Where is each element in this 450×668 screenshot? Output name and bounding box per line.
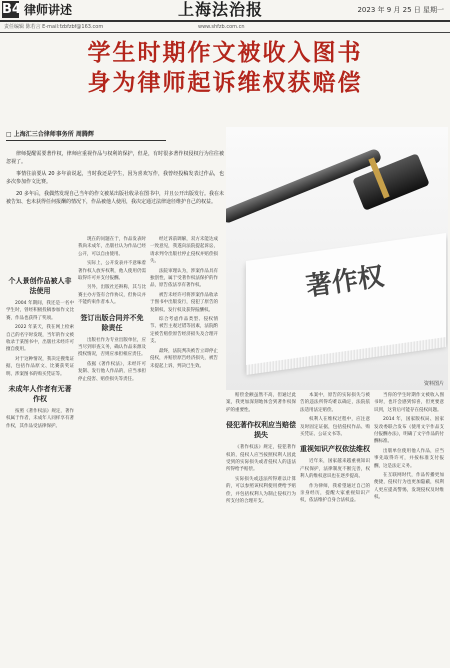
issue-date: 2023 年 9 月 25 日 星期一	[357, 6, 444, 14]
body-paragraph: 作为律师，我希望通过自己的亲身经历，提醒大家重视知识产权，依法维护自身合法权益。	[300, 483, 370, 504]
paper-url: www.shfzb.com.cn	[198, 24, 245, 30]
body-paragraph: 实际损失或违法所得难以计算的，可以参照该权利使用费给予赔偿，并包括权利人为制止侵权行为所支付的合理开支。	[226, 476, 296, 505]
section-title: 律师讲述	[24, 3, 73, 17]
byline-rule	[6, 140, 166, 141]
photo-credit: 资料图片	[423, 381, 444, 387]
body-paragraph: 《著作权法》规定，侵犯著作权的，侵权人应当按照权利人因此受到的实际损失或者侵权人的违法所得给予赔偿。	[226, 445, 296, 473]
subheading: 个人景创作品被人非法使用	[8, 277, 72, 295]
lead-paragraph: 20 多年后，我偶然发现自己当年的作文被某出版社收录在图书中，并且公开出版发行。我在未被告知、也未获得任何报酬的情况下，作品被他人使用，我决定通过法律途径维护自己的权益。	[6, 191, 224, 205]
body-paragraph: 经过诉前调解，双方未能达成一致意见，我遂向法院提起诉讼，请求判令出版社停止侵权并赔偿损失。	[150, 237, 218, 265]
column-1	[6, 270, 74, 432]
body-paragraph: 2014 年，国家版权局、国家发改委联合发布《使用文字作品支付报酬办法》，明确了文字作品的付酬标准。	[374, 417, 444, 445]
masthead-rule	[0, 20, 450, 22]
lead-section	[6, 150, 224, 210]
page-number: B4	[2, 2, 21, 17]
article-photo	[226, 127, 448, 390]
body-paragraph: 赔偿金额虽然不高，但通过此案，我更加深刻地体会到著作权保护的重要性。	[226, 393, 296, 413]
body-paragraph: 2004 年期间，我还是一名中学生时，曾经积极投稿参加作文比赛，作品也获得了奖项。	[6, 301, 74, 321]
body-paragraph: 依据《著作权法》，未经许可复制、发行他人作品的，应当承担停止侵害、赔偿损失等责任。	[78, 361, 146, 382]
article-headline	[0, 34, 450, 98]
headline-line-1: 学生时期作文被收入图书	[87, 40, 363, 66]
body-paragraph: 按照《著作权法》规定，著作权属于作者，未成年人同样享有著作权，其作品受法律保护。	[6, 409, 74, 429]
column-3	[150, 236, 218, 372]
paper-name: 上海法治报	[178, 0, 264, 19]
editor-info: 责任编辑 陈若言 E-mail:fzbfzbf@163.com	[4, 24, 104, 30]
subheading: 签订出版合同并不免除责任	[80, 313, 144, 332]
body-paragraph: 被告未经许可将涉案作品收录于图书中出版发行，侵犯了原告的复制权、发行权及获得报酬权。	[150, 292, 218, 313]
column-2	[78, 236, 146, 385]
lead-paragraph: 事情往前要从 20 多年前说起，当时我还是学生，因为喜欢写作，我曾经投稿发表过作品，也多次参加作文比赛。	[6, 171, 224, 185]
masthead	[0, 0, 450, 20]
body-paragraph: 2022 年某天，我在网上检索自己的名字时发现，当年的作文被收录于某图书中，出版社未经许可擅自使用。	[6, 325, 74, 353]
body-paragraph: 出版社作为专业出版单位，应当尽到审查义务，确认作品来源及授权情况，否则应承担相应责任。	[78, 337, 146, 358]
body-paragraph: 本案中，原告的实际损失与被告的违法所得均难以确定，法院依法适用法定赔偿。	[300, 393, 370, 413]
body-paragraph: 综合考虑作品类型、侵权情节、被告主观过错等因素，法院酌定被告赔偿原告经济损失及合理开支。	[150, 317, 218, 345]
body-paragraph: 近年来，国家越来越重视知识产权保护，法律制度不断完善，权利人的维权意识也在逐步提高。	[300, 459, 370, 480]
column-5	[300, 392, 370, 507]
meta-rule	[0, 32, 450, 33]
body-paragraph: 最终，法院判决被告立即停止侵权，并赔偿原告经济损失，被告未提起上诉，判决已生效。	[150, 348, 218, 369]
byline: □ 上海汇三合律师事务所 周腾辉	[6, 131, 94, 138]
body-paragraph: 法院审理认为，涉案作品具有独创性，属于受著作权法保护的作品，原告依法享有著作权。	[150, 268, 218, 289]
column-6	[374, 392, 444, 504]
headline-line-2: 身为律师起诉维权获赔偿	[87, 70, 363, 96]
body-paragraph: 实际上，公开发表并不意味着著作权人放弃权利，他人使用仍需取得许可并支付报酬。	[78, 261, 146, 282]
lead-paragraph: 律师提醒需要著作权，律师应重视作品与权利的保护，但是，有时很多著作权侵权行为往往被忽视了。	[6, 151, 224, 165]
body-paragraph: 在互联网时代，作品传播更加便捷，侵权行为也更加隐蔽，权利人更应提高警惕，发现侵权及时维权。	[374, 473, 444, 501]
book-title: 著作权	[304, 261, 386, 303]
subheading: 侵犯著作权利应当赔偿损失	[226, 421, 296, 440]
body-paragraph: 另外，出版社还辩称，其与比赛主办方签有合作协议，但协议并不能约束作者本人。	[78, 285, 146, 306]
body-paragraph: 现在的问题在于，作品发表时我尚未成年，出版社认为作品已经公开，可以自由使用。	[78, 237, 146, 257]
column-4	[226, 392, 296, 507]
body-paragraph: 对于这种情况，我决定搜集证据，包括作品原文、比赛获奖证明、涉案图书的购买凭证等。	[6, 356, 74, 377]
body-paragraph: 当你的学生时期作文被收入图书时，也许会感到惊喜，但更要意识到，这背后可能存在侵权问题。	[374, 393, 444, 413]
body-paragraph: 权利人在维权过程中，应注意及时固定证据，包括侵权作品、购买凭证、公证文书等。	[300, 417, 370, 438]
body-paragraph: 出版单位使用他人作品，应当事先取得许可，并按标准支付报酬，这是法定义务。	[374, 448, 444, 469]
subheading: 未成年人作者有无著作权	[8, 385, 72, 404]
subheading: 重视知识产权依法维权	[300, 445, 370, 454]
